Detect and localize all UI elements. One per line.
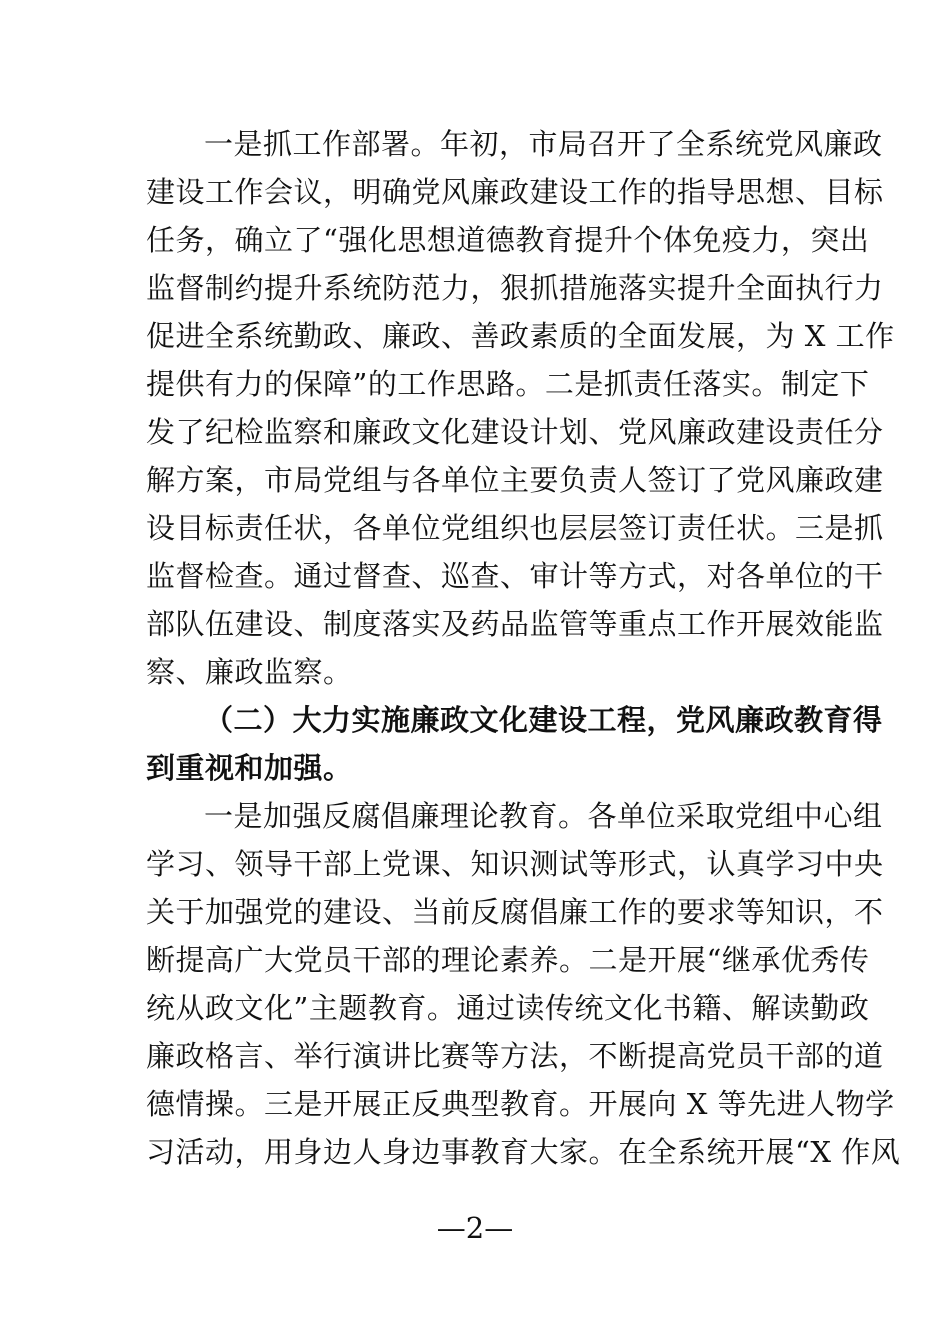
text-line: 一是加强反腐倡廉理论教育。各单位采取党组中心组 [204,799,883,833]
text-line: 任务，确立了“强化思想道德教育提升个体免疫力，突出 [146,223,870,257]
text-line: 建设工作会议，明确党风廉政建设工作的指导思想、目标 [146,175,884,209]
text-line: 监督检查。通过督查、巡查、审计等方式，对各单位的干 [146,559,884,593]
text-line: 促进全系统勤政、廉政、善政素质的全面发展，为 X 工作 [146,319,895,353]
text-line: 德情操。三是开展正反典型教育。开展向 X 等先进人物学 [146,1087,895,1121]
text-line: 部队伍建设、制度落实及药品监管等重点工作开展效能监 [146,607,884,641]
text-line: 解方案，市局党组与各单位主要负责人签订了党风廉政建 [146,463,884,497]
text-line: 设目标责任状，各单位党组织也层层签订责任状。三是抓 [146,511,884,545]
text-line: 关于加强党的建设、当前反腐倡廉工作的要求等知识，不 [146,895,884,929]
text-line: 学习、领导干部上党课、知识测试等形式，认真学习中央 [146,847,884,881]
text-line: 习活动，用身边人身边事教育大家。在全系统开展“X 作风 [146,1135,901,1169]
text-line: 断提高广大党员干部的理论素养。二是开展“继承优秀传 [146,943,870,977]
text-line: 察、廉政监察。 [146,655,353,689]
text-line: 一是抓工作部署。年初，市局召开了全系统党风廉政 [204,127,883,161]
text-line: 廉政格言、举行演讲比赛等方法，不断提高党员干部的道 [146,1039,884,1073]
page-number: —2— [436,1211,514,1245]
text-line: 统从政文化”主题教育。通过读传统文化书籍、解读勤政 [146,991,870,1025]
heading-line: （二）大力实施廉政文化建设工程，党风廉政教育得 [204,703,883,737]
heading-line: 到重视和加强。 [146,751,353,785]
text-line: 发了纪检监察和廉政文化建设计划、党风廉政建设责任分 [146,415,884,449]
text-line: 提供有力的保障”的工作思路。二是抓责任落实。制定下 [146,367,870,401]
text-line: 监督制约提升系统防范力，狠抓措施落实提升全面执行力 [146,271,884,305]
